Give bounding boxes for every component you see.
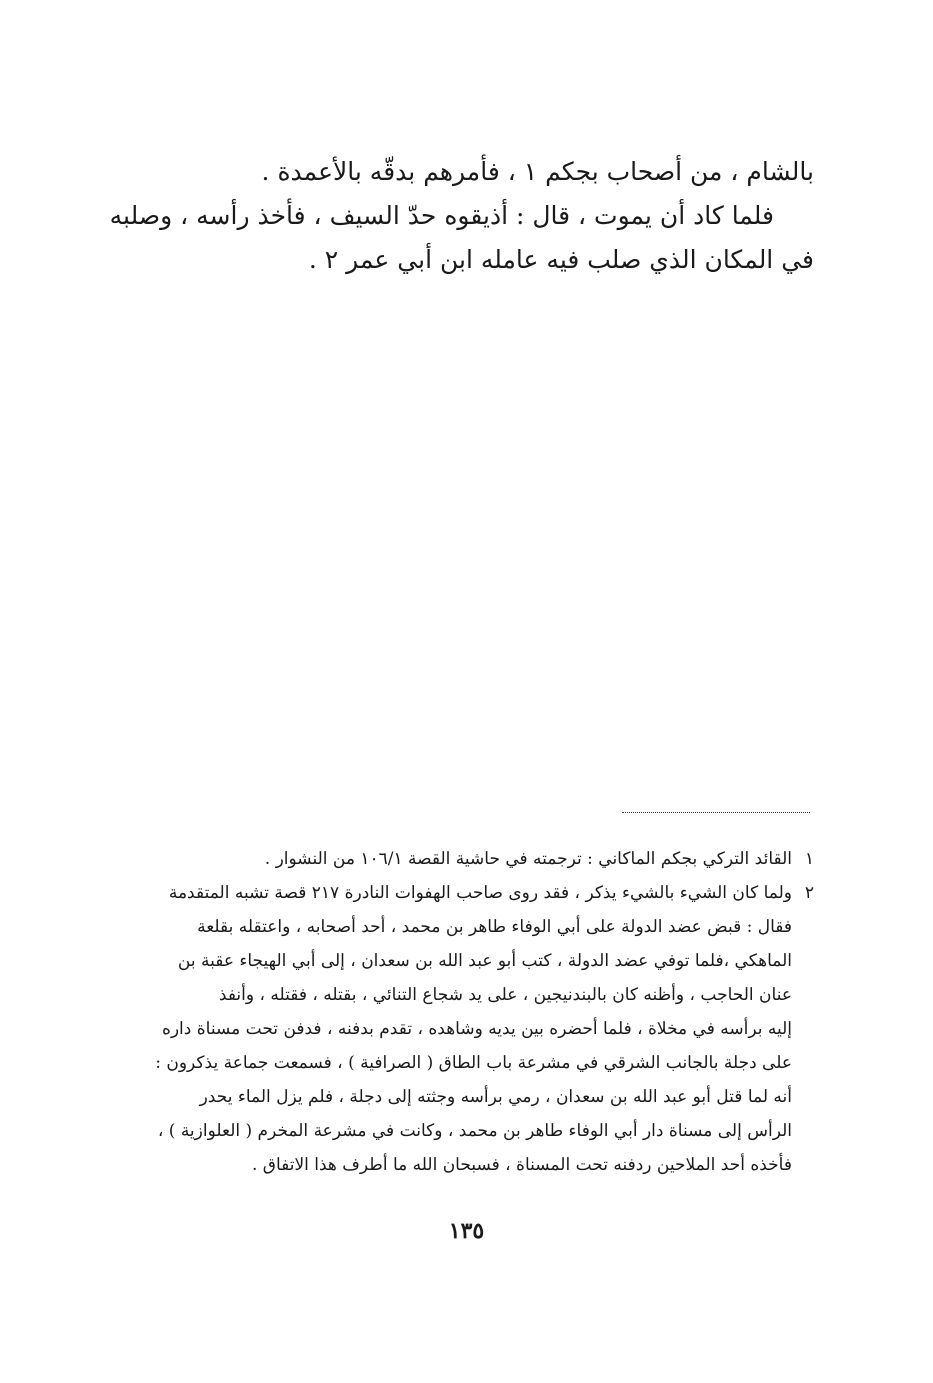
- footnote-1: [138, 842, 814, 876]
- footnote-text: القائد التركي بجكم الماكاني : ترجمته في حاشية القصة ١٠٦/١ من النشوار .: [264, 849, 792, 869]
- footnote-text-line: إليه برأسه في مخلاة ، فلما أحضره بين يديه وشاهده ، تقدم بدفنه ، فدفن تحت مسناة داره: [161, 1019, 792, 1039]
- main-text-line: في المكان الذي صلب فيه عامله ابن أبي عمر ٢ .: [308, 245, 814, 274]
- footnote-text-line: الماهكي ،فلما توفي عضد الدولة ، كتب أبو عبد الله بن سعدان ، إلى أبي الهيجاء عقبة بن: [177, 951, 792, 971]
- footnote-text-line: عنان الحاجب ، وأظنه كان بالبندنيجين ، على يد شجاع التنائي ، بقتله ، فقتله ، وأنفذ: [218, 985, 792, 1005]
- footnote-text-line: فأخذه أحد الملاحين ردفنه تحت المسناة ، فسبحان الله ما أطرف هذا الاتفاق .: [251, 1155, 792, 1175]
- main-text-block: [109, 150, 814, 282]
- footnote-number: ٢: [804, 883, 814, 903]
- footnotes-block: [138, 842, 814, 1182]
- main-text-line: بالشام ، من أصحاب بجكم ١ ، فأمرهم بدقّه بالأعمدة .: [261, 157, 814, 186]
- footnote-text-line: ولما كان الشيء بالشيء يذكر ، فقد روى صاحب الهفوات النادرة ٢١٧ قصة تشبه المتقدمة: [168, 883, 792, 903]
- footnote-separator: [622, 812, 810, 813]
- footnote-text-line: أنه لما قتل أبو عبد الله بن سعدان ، رمي برأسه وجثته إلى دجلة ، فلم يزل الماء يحدر: [199, 1087, 792, 1107]
- footnote-2: [138, 876, 814, 910]
- page-number: ١٣٥: [448, 1218, 485, 1244]
- footnote-text-line: فقال : قبض عضد الدولة على أبي الوفاء طاهر بن محمد ، أحد أصحابه ، واعتقله بقلعة: [197, 917, 792, 937]
- footnote-number: ١: [804, 849, 814, 869]
- footnote-text-line: على دجلة بالجانب الشرقي في مشرعة باب الطاق ( الصرافية ) ، فسمعت جماعة يذكرون :: [155, 1053, 792, 1073]
- footnote-text-line: الرأس إلى مسناة دار أبي الوفاء طاهر بن محمد ، وكانت في مشرعة المخرم ( العلوازية ) ،: [157, 1121, 792, 1141]
- main-text-line: فلما كاد أن يموت ، قال : أذيقوه حدّ السيف ، فأخذ رأسه ، وصلبه: [109, 201, 774, 230]
